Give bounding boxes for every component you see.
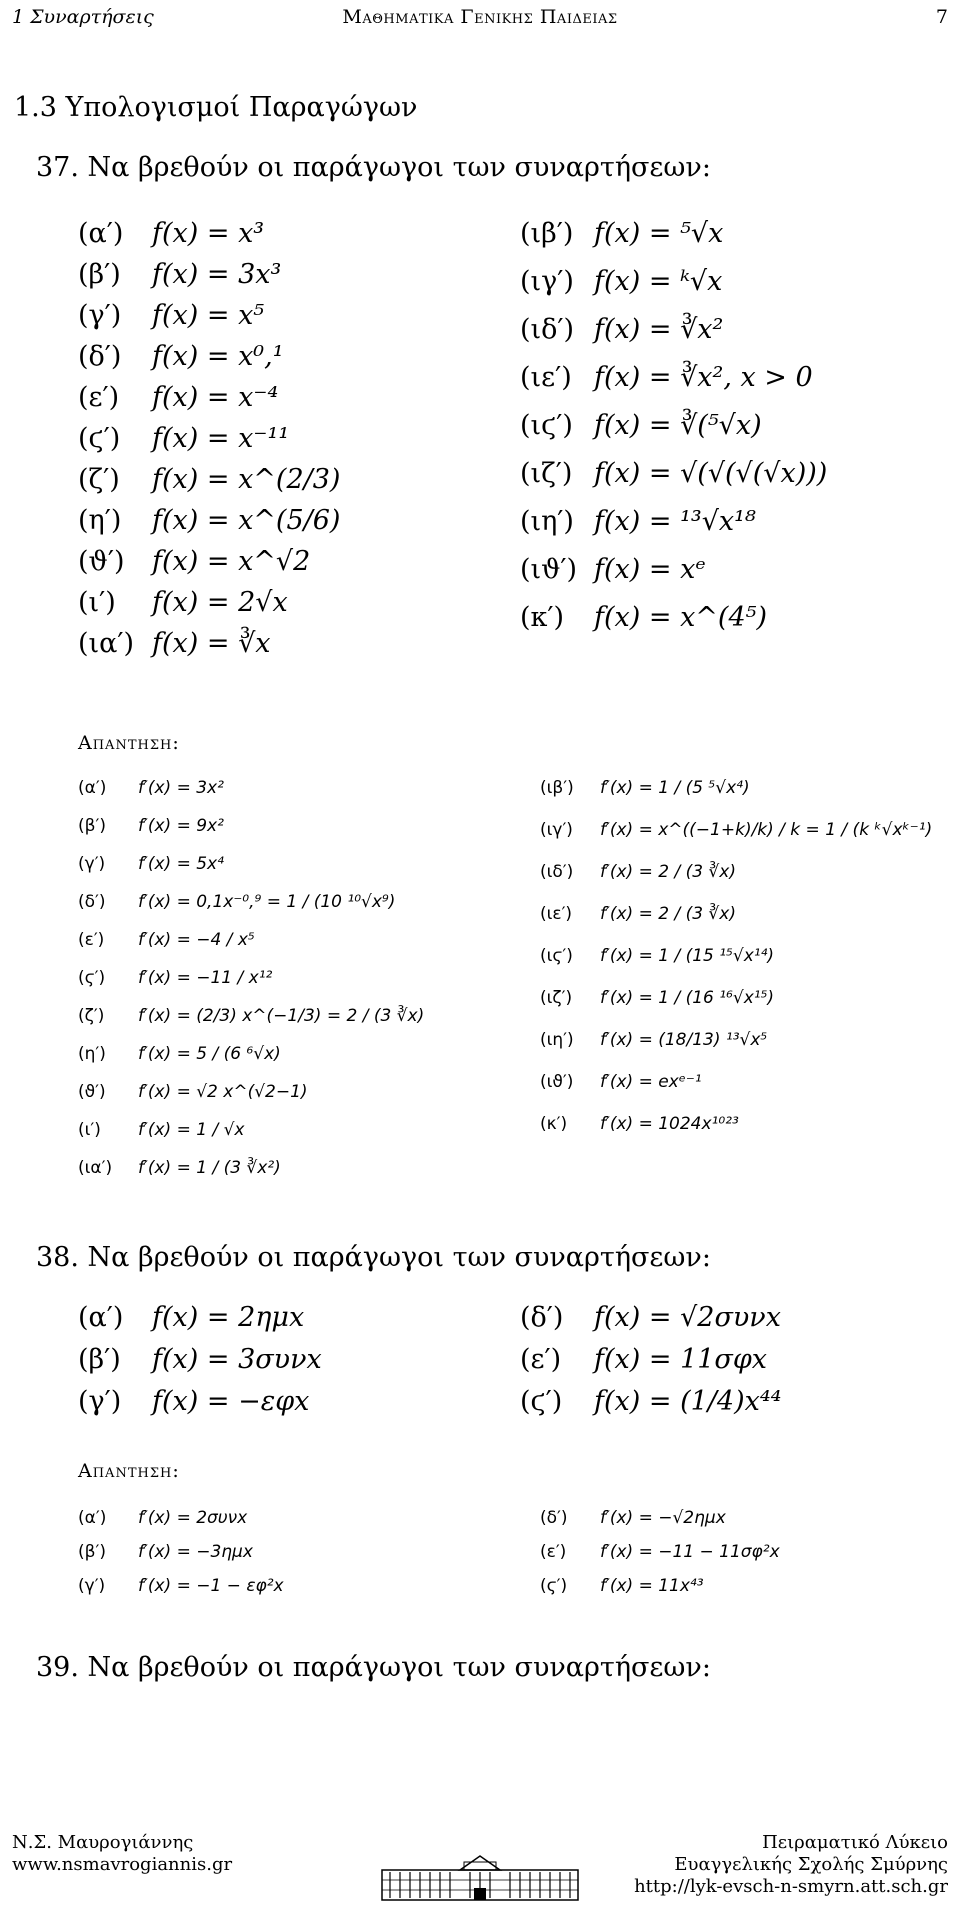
item-expression: f(x) = x⁻¹¹ (152, 423, 290, 454)
item-expression: f(x) = ∛x² (594, 314, 724, 345)
item-label: (ιβ′) (520, 218, 574, 249)
list-item (78, 1082, 308, 1102)
item-expression: f(x) = ¹³√x¹⁸ (594, 506, 756, 537)
item-label: (ιη′) (540, 1030, 574, 1050)
item-label: (δ′) (540, 1508, 568, 1528)
item-expression: f′(x) = 3x² (138, 778, 224, 798)
item-expression: f(x) = √2συνx (594, 1302, 781, 1333)
item-expression: f′(x) = 2συνx (138, 1508, 248, 1528)
list-item (78, 218, 264, 249)
item-label: (ιϑ′) (540, 1072, 574, 1092)
item-label: (γ′) (78, 300, 122, 331)
item-expression: f′(x) = 1 / (5 ⁵√x⁴) (600, 778, 750, 798)
item-label: (ι′) (78, 587, 116, 618)
list-item (520, 362, 813, 393)
item-expression: f(x) = x³ (152, 218, 265, 249)
page-number: 7 (935, 6, 948, 28)
item-label: (ζ′) (78, 1006, 105, 1026)
item-label: (ιζ′) (540, 988, 573, 1008)
item-label: (κ′) (520, 602, 565, 633)
item-label: (ϛ′) (78, 968, 106, 988)
item-label: (γ′) (78, 1576, 106, 1596)
list-item (78, 1576, 284, 1596)
item-expression: f′(x) = −3ημx (138, 1542, 253, 1562)
item-expression: f(x) = −εφx (152, 1386, 310, 1417)
list-item (78, 1044, 281, 1064)
list-item (78, 930, 255, 950)
list-item (520, 266, 722, 297)
list-item (520, 1386, 781, 1417)
item-expression: f(x) = 3x³ (152, 259, 282, 290)
list-item (78, 1006, 424, 1026)
exercise-37-title: 37. Να βρεθούν οι παράγωγοι των συναρτήσεων: (36, 152, 711, 183)
list-item (78, 1542, 253, 1562)
chapter-title: 1 Συναρτήσεις (12, 6, 154, 28)
item-label: (δ′) (78, 341, 122, 372)
list-item (520, 1344, 767, 1375)
list-item (78, 546, 310, 577)
item-expression: f′(x) = 1 / (3 ∛x²) (138, 1158, 281, 1178)
item-label: (δ′) (78, 892, 106, 912)
item-label: (κ′) (540, 1114, 568, 1134)
list-item (78, 854, 224, 874)
item-label: (ιβ′) (540, 778, 574, 798)
item-expression: f′(x) = √2 x^(√2−1) (138, 1082, 308, 1102)
list-item (78, 1120, 244, 1140)
ex37-answer-heading: Απαντηση: (78, 732, 180, 754)
item-label: (ιη′) (520, 506, 574, 537)
list-item (78, 464, 340, 495)
item-expression: f(x) = x^(5/6) (152, 505, 341, 536)
list-item (520, 1302, 781, 1333)
item-expression: f′(x) = 5x⁴ (138, 854, 224, 874)
item-label: (β′) (78, 1542, 106, 1562)
item-expression: f′(x) = (18/13) ¹³√x⁵ (600, 1030, 768, 1050)
list-item (78, 1302, 304, 1333)
item-expression: f(x) = 2ημx (152, 1302, 305, 1333)
item-label: (ια′) (78, 1158, 113, 1178)
section-title: 1.3 Υπολογισμοί Παραγώγων (14, 92, 418, 123)
item-label: (ιε′) (540, 904, 573, 924)
list-item (540, 862, 736, 882)
school-name: Πειραματικό Λύκειο (762, 1832, 948, 1853)
list-item (78, 1386, 309, 1417)
footer-author-block (12, 1832, 232, 1876)
item-expression: f′(x) = 0,1x⁻⁰,⁹ = 1 / (10 ¹⁰√x⁹) (138, 892, 396, 912)
item-label: (β′) (78, 1344, 121, 1375)
item-label: (β′) (78, 259, 121, 290)
author-name: Ν.Σ. Μαυρογιάννης (12, 1832, 194, 1853)
list-item (520, 410, 762, 441)
list-item (78, 587, 288, 618)
list-item (540, 1072, 702, 1092)
item-expression: f′(x) = 11x⁴³ (600, 1576, 704, 1596)
footer-school-block (634, 1832, 948, 1898)
list-item (520, 314, 723, 345)
item-expression: f′(x) = −11 − 11σφ²x (600, 1542, 780, 1562)
list-item (540, 988, 774, 1008)
item-expression: f′(x) = 1024x¹⁰²³ (600, 1114, 739, 1134)
item-label: (α′) (78, 1508, 107, 1528)
item-label: (α′) (78, 1302, 124, 1333)
item-label: (ιϑ′) (520, 554, 578, 585)
list-item (78, 1508, 247, 1528)
item-label: (ιγ′) (540, 820, 573, 840)
list-item (540, 1030, 767, 1050)
item-label: (ε′) (540, 1542, 567, 1562)
page-header (12, 6, 948, 32)
school-url-link[interactable]: http://lyk-evsch-n-smyrn.att.sch.gr (634, 1876, 948, 1897)
list-item (78, 341, 284, 372)
item-expression: f(x) = x⁰,¹ (152, 341, 284, 372)
school-building-logo (378, 1852, 582, 1902)
item-label: (δ′) (520, 1302, 564, 1333)
item-label: (ϛ′) (540, 1576, 568, 1596)
list-item (520, 602, 767, 633)
item-expression: f′(x) = 9x² (138, 816, 224, 836)
item-expression: f(x) = 3συνx (152, 1344, 322, 1375)
item-expression: f′(x) = 1 / (15 ¹⁵√x¹⁴) (600, 946, 775, 966)
item-expression: f(x) = 11σφx (594, 1344, 767, 1375)
list-item (78, 1158, 281, 1178)
item-expression: f′(x) = 5 / (6 ⁶√x) (138, 1044, 281, 1064)
item-expression: f(x) = x⁻⁴ (152, 382, 279, 413)
item-label: (ε′) (520, 1344, 562, 1375)
list-item (78, 816, 224, 836)
school-name-line2: Ευαγγελικής Σχολής Σμύρνης (674, 1854, 948, 1875)
item-label: (γ′) (78, 854, 106, 874)
list-item (540, 1508, 726, 1528)
list-item (540, 904, 736, 924)
item-expression: f′(x) = x^((−1+k)/k) / k = 1 / (k ᵏ√xᵏ⁻¹) (600, 820, 933, 840)
list-item (540, 778, 750, 798)
list-item (78, 1344, 322, 1375)
item-expression: f(x) = x⁵ (152, 300, 265, 331)
item-expression: f(x) = (1/4)x⁴⁴ (594, 1386, 782, 1417)
item-label: (ιδ′) (540, 862, 574, 882)
item-expression: f(x) = x^(2/3) (152, 464, 341, 495)
item-expression: f(x) = ᵏ√x (594, 266, 723, 297)
item-label: (ε′) (78, 382, 120, 413)
item-label: (β′) (78, 816, 106, 836)
item-expression: f(x) = x^√2 (152, 546, 311, 577)
item-expression: f′(x) = −1 − εφ²x (138, 1576, 284, 1596)
list-item (78, 968, 272, 988)
list-item (540, 1542, 780, 1562)
list-item (78, 505, 340, 536)
item-label: (ιγ′) (520, 266, 574, 297)
exercise-39-title: 39. Να βρεθούν οι παράγωγοι των συναρτήσεων: (36, 1652, 711, 1683)
exercise-38-title: 38. Να βρεθούν οι παράγωγοι των συναρτήσεων: (36, 1242, 711, 1273)
item-label: (α′) (78, 778, 107, 798)
list-item (520, 506, 756, 537)
item-expression: f′(x) = 1 / (16 ¹⁶√x¹⁵) (600, 988, 775, 1008)
list-item (78, 892, 395, 912)
item-expression: f′(x) = −√2ημx (600, 1508, 726, 1528)
ex38-answer-heading: Απαντηση: (78, 1460, 180, 1482)
item-label: (ιε′) (520, 362, 572, 393)
item-label: (ιϛ′) (520, 410, 573, 441)
item-label: (ι′) (78, 1120, 101, 1140)
list-item (520, 554, 706, 585)
list-item (540, 820, 932, 840)
item-expression: f(x) = ∛x², x > 0 (594, 362, 813, 393)
item-expression: f(x) = ∛(⁵√x) (594, 410, 762, 441)
list-item (78, 423, 289, 454)
item-expression: f(x) = ∛x (152, 628, 271, 659)
item-label: (ζ′) (78, 464, 120, 495)
item-label: (ϛ′) (78, 423, 121, 454)
item-expression: f′(x) = −11 / x¹² (138, 968, 273, 988)
item-label: (ϑ′) (78, 546, 125, 577)
item-expression: f(x) = 2√x (152, 587, 288, 618)
item-expression: f′(x) = −4 / x⁵ (138, 930, 255, 950)
item-label: (η′) (78, 1044, 106, 1064)
list-item (78, 778, 224, 798)
item-label: (ϑ′) (78, 1082, 106, 1102)
item-label: (ε′) (78, 930, 105, 950)
item-label: (ϛ′) (520, 1386, 563, 1417)
list-item (520, 218, 723, 249)
item-expression: f′(x) = 1 / √x (138, 1120, 245, 1140)
book-title: Μαθηματικα Γενικης Παιδειας (342, 6, 618, 28)
item-expression: f′(x) = 2 / (3 ∛x) (600, 862, 736, 882)
list-item (540, 1114, 739, 1134)
list-item (78, 300, 264, 331)
item-label: (ιζ′) (520, 458, 573, 489)
list-item (540, 1576, 704, 1596)
item-expression: f(x) = x^(4⁵) (594, 602, 767, 633)
item-expression: f′(x) = exᵉ⁻¹ (600, 1072, 702, 1092)
item-label: (η′) (78, 505, 122, 536)
list-item (78, 259, 281, 290)
list-item (78, 382, 278, 413)
list-item (540, 946, 774, 966)
author-website-link[interactable]: www.nsmavrogiannis.gr (12, 1854, 233, 1875)
item-label: (γ′) (78, 1386, 122, 1417)
item-expression: f(x) = √(√(√(√x))) (594, 458, 828, 489)
item-label: (ιϛ′) (540, 946, 573, 966)
list-item (520, 458, 827, 489)
item-label: (α′) (78, 218, 124, 249)
list-item (78, 628, 271, 659)
item-expression: f′(x) = 2 / (3 ∛x) (600, 904, 736, 924)
item-expression: f(x) = xᵉ (594, 554, 706, 585)
item-expression: f′(x) = (2/3) x^(−1/3) = 2 / (3 ∛x) (138, 1006, 425, 1026)
item-label: (ιδ′) (520, 314, 575, 345)
item-label: (ια′) (78, 628, 135, 659)
item-expression: f(x) = ⁵√x (594, 218, 724, 249)
